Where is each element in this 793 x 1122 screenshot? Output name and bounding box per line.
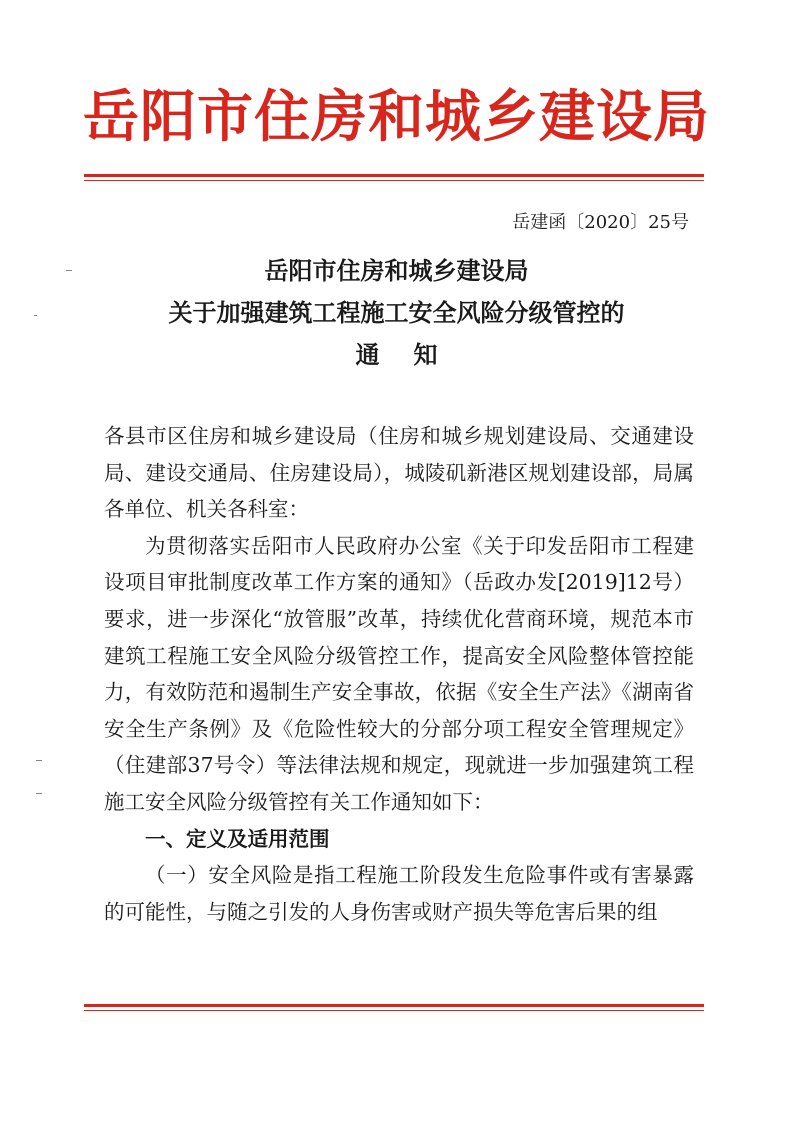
issuer-masthead: 岳阳市住房和城乡建设局 — [83, 85, 710, 150]
scan-mark — [36, 793, 42, 794]
scan-mark — [36, 760, 42, 761]
document-number: 岳建函〔2020〕25号 — [512, 212, 689, 233]
masthead-rule — [84, 174, 704, 177]
scan-mark — [34, 315, 37, 316]
scan-mark — [66, 270, 72, 271]
addressee: 各县市区住房和城乡建设局（住房和城乡规划建设局、交通建设局、建设交通局、住房建设局），城陵矶新港区规划建设部，局属各单位、机关各科室： — [104, 424, 694, 522]
title-line-1: 岳阳市住房和城乡建设局 — [264, 257, 529, 285]
masthead-rule-thin — [84, 180, 704, 181]
footer-rule-thin — [84, 1010, 704, 1011]
section-heading: 一、定义及适用范围 — [145, 826, 330, 851]
title-line-3: 通知 — [355, 341, 472, 369]
body-paragraph: 为贯彻落实岳阳市人民政府办公室《关于印发岳阳市工程建设项目审批制度改革工作方案的通知》（岳政办发[2019]12号）要求，进一步深化“放管服”改革，持续优化营商环境，规范本市建筑工程施工安全风险分级管控工作，提高安全风险整体管控能力，有效防范和遏制生产安全事故，依据《安全生产法》《湖南省安全生产条例》及《危险性较大的分部分项工程安全管理规定》（住建部37号令）等法律法规和规定，现就进一步加强建筑工程施工安全风险分级管控有关工作通知如下： — [104, 533, 694, 814]
title-line-2: 关于加强建筑工程施工安全风险分级管控的 — [168, 299, 625, 327]
footer-rule — [84, 1004, 704, 1007]
item-paragraph: （一）安全风险是指工程施工阶段发生危险事件或有害暴露的可能性，与随之引发的人身伤害或财产损失等危害后果的组 — [104, 863, 694, 924]
document-body — [104, 418, 694, 930]
